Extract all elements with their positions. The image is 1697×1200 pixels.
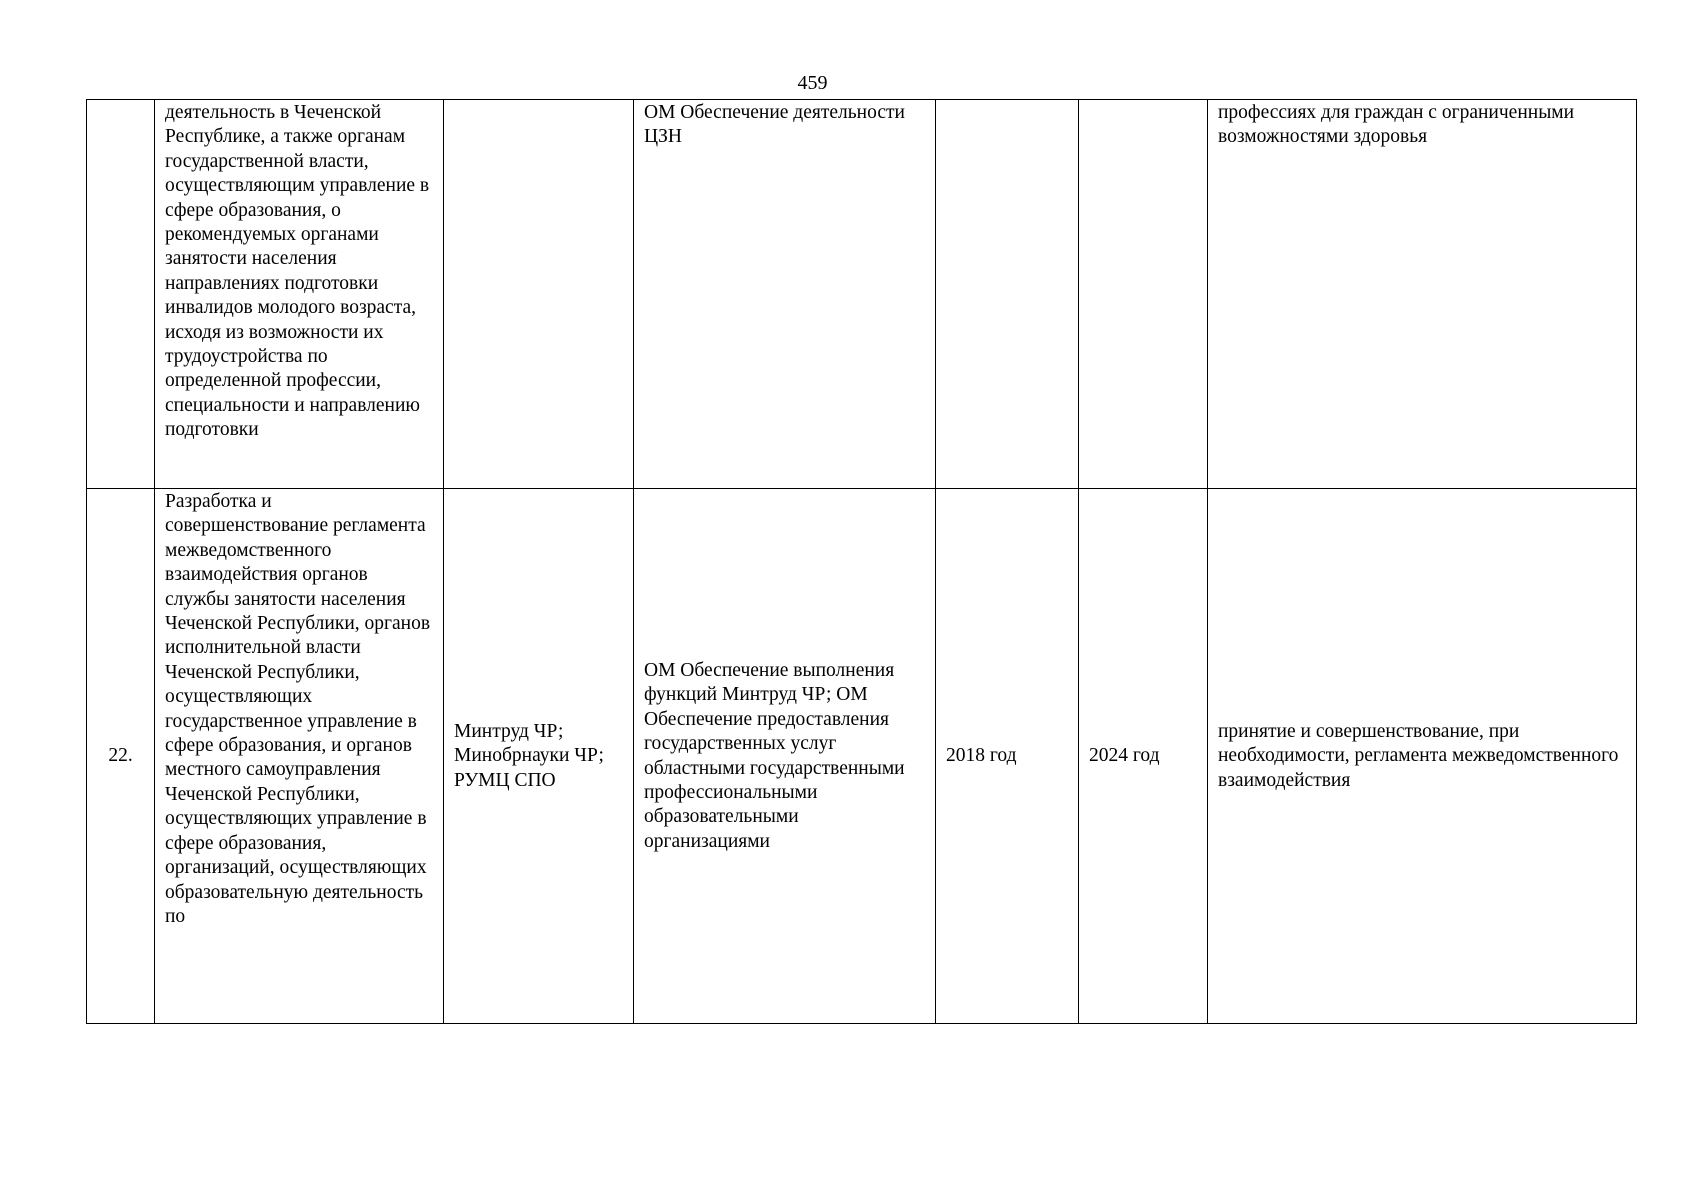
cell-funding: ОМ Обеспечение деятельности ЦЗН xyxy=(634,100,936,489)
table-row xyxy=(87,489,1637,1024)
cell-activity: деятельность в Чеченской Республике, а также органам государственной власти, осуществляющим управление в сфере образования, о рекомендуемых органами занятости населения направлениях подготовки инвалидов молодого возраста, исходя из возможности их трудоустройства по определенной профессии, специальности и направлению подготовки xyxy=(155,100,444,489)
page-number: 459 xyxy=(797,72,828,94)
cell-executor xyxy=(444,100,634,489)
cell-number: 22. xyxy=(87,489,155,1024)
table-row xyxy=(87,100,1637,489)
cell-activity: Разработка и совершенствование регламента межведомственного взаимодействия органов службы занятости населения Чеченской Республики, органов исполнительной власти Чеченской Республики, осуществляющих государственное управление в сфере образования, и органов местного самоуправления Чеченской Республики, осуществляющих управление в сфере образования, организаций, осуществляющих образовательную деятельность по xyxy=(155,489,444,1024)
cell-result: принятие и совершенствование, при необходимости, регламента межведомственного взаимодействия xyxy=(1208,489,1637,1024)
cell-end-year xyxy=(1079,100,1208,489)
measures-table xyxy=(86,99,1637,1024)
cell-start-year: 2018 год xyxy=(936,489,1079,1024)
cell-executor: Минтруд ЧР; Минобрнауки ЧР; РУМЦ СПО xyxy=(444,489,634,1024)
cell-start-year xyxy=(936,100,1079,489)
cell-end-year: 2024 год xyxy=(1079,489,1208,1024)
cell-number xyxy=(87,100,155,489)
cell-result: профессиях для граждан с ограниченными возможностями здоровья xyxy=(1208,100,1637,489)
cell-funding: ОМ Обеспечение выполнения функций Минтруд ЧР; ОМ Обеспечение предоставления государственных услуг областными государственными профессиональными образовательными организациями xyxy=(634,489,936,1024)
